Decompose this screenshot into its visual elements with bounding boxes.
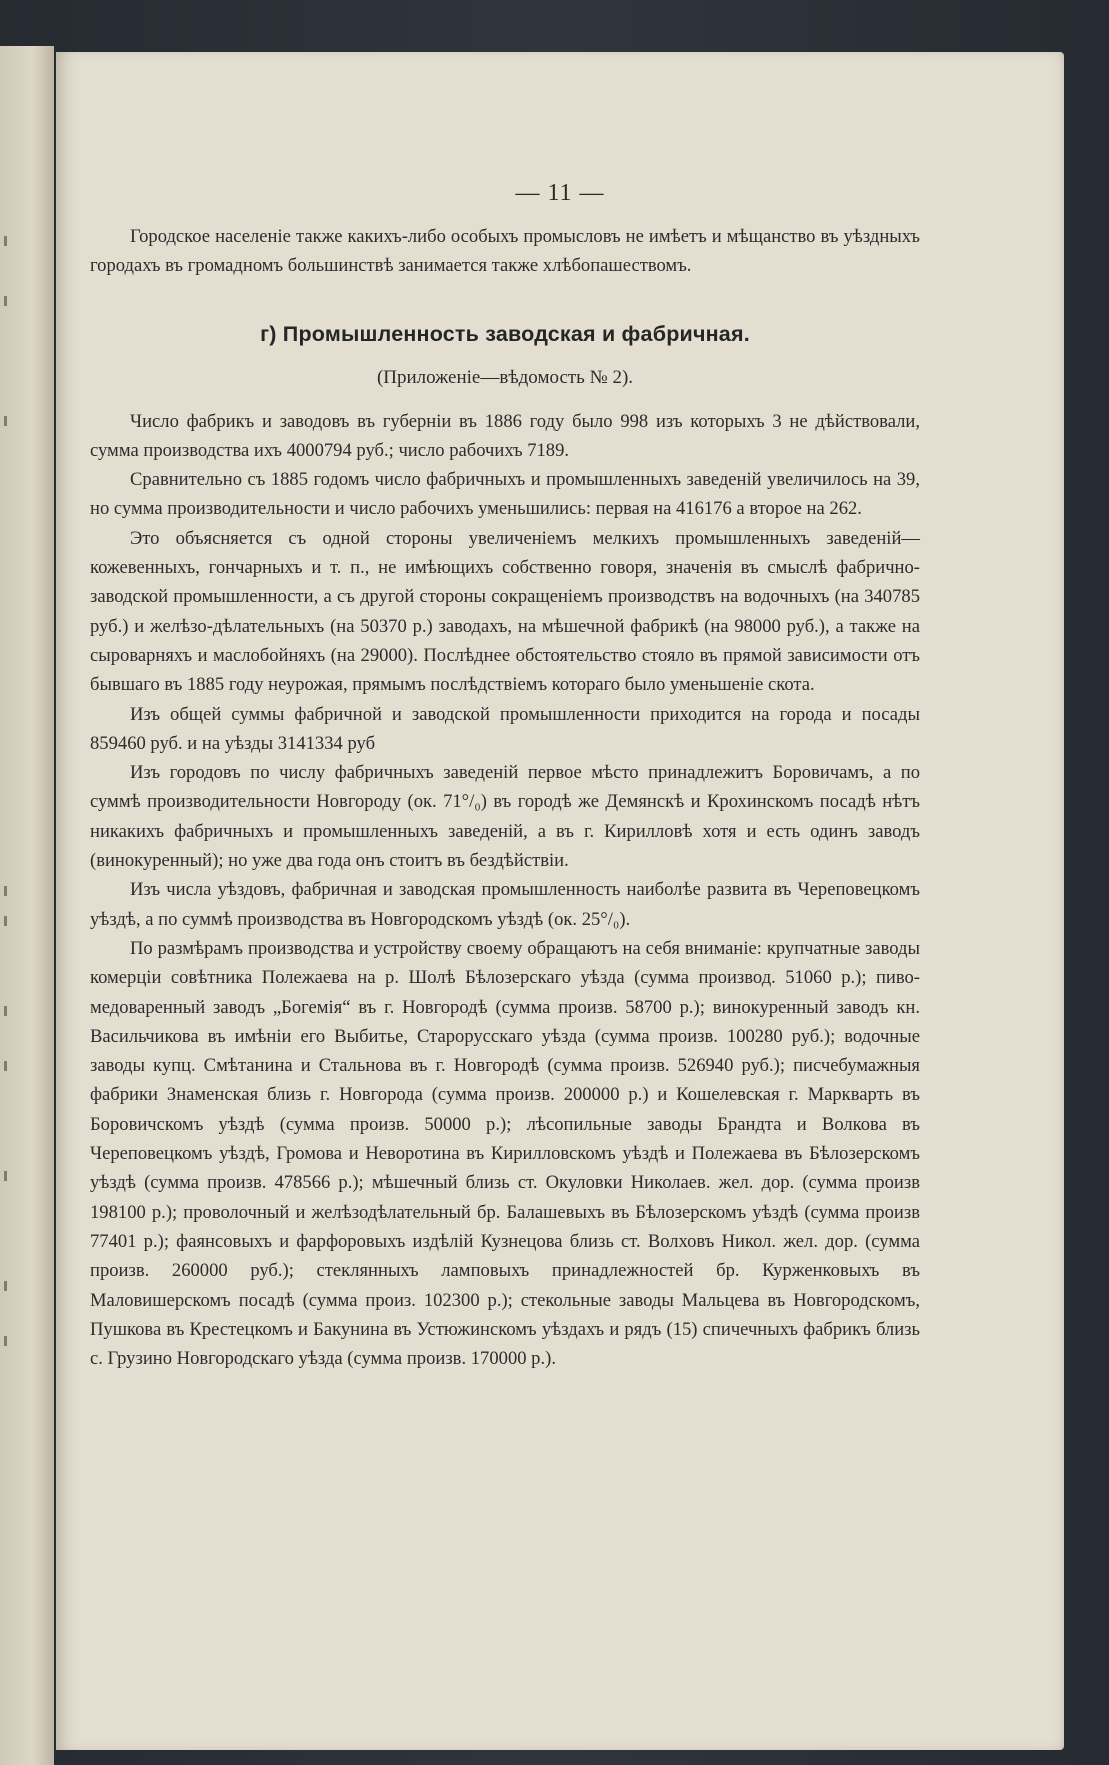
margin-mark xyxy=(4,1061,7,1071)
margin-mark xyxy=(4,1336,7,1346)
paragraph-explanation: Это объясняется съ одной стороны увеличеніемъ мелкихъ промышленныхъ заведеній—кожевенныхъ, гончарныхъ и т. п., не имѣющихъ собственно говоря, значенія въ смыслѣ фабрично-заводской промышленности, а съ другой стороны сокращеніемъ производствъ на водочныхъ (на 340785 руб.) и желѣзо-дѣлательныхъ (на 50370 р.) заводахъ, на мѣшечной фабрикѣ (на 98000 руб.), а также на сыроварняхъ и маслобойняхъ (на 29000). Послѣднее обстоятельство стояло въ прямой зависимости отъ бывшаго въ 1885 году неурожая, прямымъ послѣдствіемъ котораго было уменьшеніе скота. xyxy=(90,527,920,696)
page-body xyxy=(90,222,920,1373)
page-number: — 11 — xyxy=(515,180,605,206)
paragraph-towns-districts-totals: Изъ общей суммы фабричной и заводской промышленности приходится на города и посады 859460 руб. и на уѣзды 3141334 руб xyxy=(90,703,920,754)
paragraph-comparison-1885: Сравнительно съ 1885 годомъ число фабричныхъ и промышленныхъ заведеній увеличилось на 39, но сумма производительности и число рабочихъ уменьшились: первая на 416176 а второе на 262. xyxy=(90,469,920,520)
margin-mark xyxy=(4,1281,7,1291)
margin-mark xyxy=(4,296,7,306)
section-subheading: (Приложеніе—вѣдомость № 2). xyxy=(376,366,634,388)
section-heading: г) Промышленность заводская и фабричная. xyxy=(260,321,750,346)
margin-mark xyxy=(4,886,7,896)
paragraph-districts-ranking: Изъ числа уѣздовъ, фабричная и заводская промышленность наиболѣе развита въ Череповецкомъ уѣздѣ, а по суммѣ производства въ Новгородскомъ уѣздѣ (ок. 25°/₀). xyxy=(90,879,920,930)
adjacent-page-edge xyxy=(0,46,54,1765)
margin-mark xyxy=(4,416,7,426)
paragraph-factory-count: Число фабрикъ и заводовъ въ губерніи въ 1886 году было 998 изъ которыхъ 3 не дѣйствовали, сумма производства ихъ 4000794 руб.; число рабочихъ 7189. xyxy=(90,410,920,461)
intro-paragraph: Городское населеніе также какихъ-либо особыхъ промысловъ не имѣетъ и мѣщанство въ уѣздныхъ городахъ въ громадномъ большинствѣ занимается также хлѣбопашествомъ. xyxy=(90,226,920,277)
margin-mark xyxy=(4,1006,7,1016)
margin-mark xyxy=(4,1171,7,1181)
document-page xyxy=(56,52,1064,1750)
margin-mark xyxy=(4,916,7,926)
paragraph-notable-enterprises: По размѣрамъ производства и устройству своему обращаютъ на себя вниманіе: крупчатные заводы комерціи совѣтника Полежаева на р. Шолѣ Бѣлозерскаго уѣзда (сумма производ. 51060 р.); пиво-медоваренный заводъ „Богемія“ въ г. Новгородѣ (сумма произв. 58700 р.); винокуренный заводъ кн. Васильчикова въ имѣніи его Выбитье, Старорусскаго уѣзда (сумма произв. 100280 руб.); водочные заводы купц. Смѣтанина и Стальнова въ г. Новгородѣ (сумма произв. 526940 руб.); писчебумажныя фабрики Знаменская близь г. Новгорода (сумма произв. 200000 р.) и Кошелевская г. Маркварть въ Боровичскомъ уѣздѣ (сумма произв. 50000 р.); лѣсопильные заводы Брандта и Волкова въ Череповецкомъ уѣздѣ, Громова и Неворотина въ Кирилловскомъ уѣздѣ и Полежаева въ Бѣлозерскомъ уѣздѣ (сумма произв. 478566 р.); мѣшечный близь ст. Окуловки Николаев. жел. дор. (сумма произв 198100 р.); проволочный и желѣзодѣлательный бр. Балашевыхъ въ Бѣлозерскомъ уѣздѣ (сумма произв 77401 р.); фаянсовыхъ и фарфоровыхъ издѣлій Кузнецова близь ст. Волховъ Никол. жел. дор. (сумма произв. 260000 руб.); стеклянныхъ ламповыхъ принадлежностей бр. Курженковыхъ въ Маловишерскомъ посадѣ (сумма произ. 102300 р.); стекольные заводы Мальцева въ Новгородскомъ, Пушкова въ Крестецкомъ и Бакунина въ Устюжинскомъ уѣздахъ и рядъ (15) спичечныхъ фабрикъ близь с. Грузино Новгородскаго уѣзда (сумма произв. 170000 р.). xyxy=(90,937,920,1370)
paragraph-towns-ranking: Изъ городовъ по числу фабричныхъ заведеній первое мѣсто принадлежитъ Боровичамъ, а по суммѣ производительности Новгороду (ок. 71°/₀) въ городѣ же Демянскѣ и Крохинскомъ посадѣ нѣтъ никакихъ фабричныхъ и промышленныхъ заведеній, а въ г. Кирилловѣ хотя и есть одинъ заводъ (винокуренный); но уже два года онъ стоитъ въ бездѣйствіи. xyxy=(90,762,920,872)
margin-mark xyxy=(4,236,7,246)
